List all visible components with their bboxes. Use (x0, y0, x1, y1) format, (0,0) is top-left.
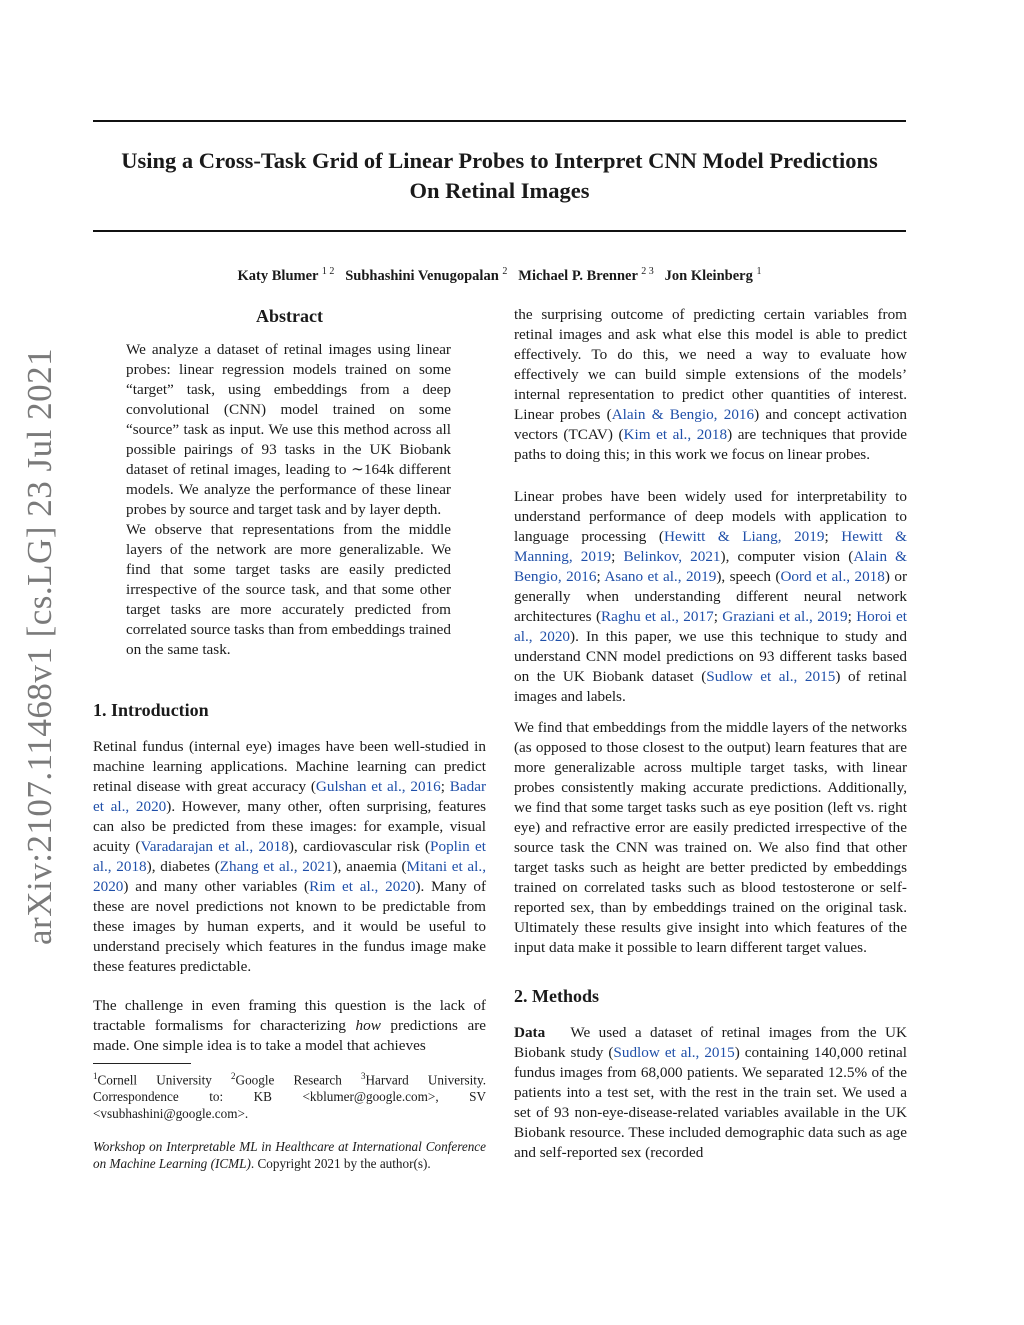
footnote-mark: 3 (361, 1071, 366, 1081)
citation-link[interactable]: Hewitt & Liang, 2019 (663, 528, 825, 545)
venue-footnote (93, 1138, 486, 1172)
body-text: ), computer vision ( (720, 548, 854, 565)
copyright-text: . Copyright 2021 by the author(s). (250, 1156, 431, 1172)
body-text: ; (713, 608, 723, 625)
paper-title (93, 146, 906, 206)
body-text: ), anaemia ( (332, 858, 407, 875)
emphasis-text: how (355, 1017, 381, 1034)
citation-link[interactable]: Poplin et al., 2018 (93, 838, 486, 875)
title-line-1: Using a Cross-Task Grid of Linear Probes to Interpret CNN Model Predictions (121, 148, 878, 173)
section-heading-introduction: 1. Introduction (93, 700, 209, 720)
body-text: ) are techniques that provide paths to doing this; in this work we focus on linear probes. (514, 426, 907, 463)
footnote-mark: 1 (93, 1071, 98, 1081)
author-affiliation: 2 3 (641, 266, 654, 277)
top-rule (93, 120, 906, 122)
intro-paragraph (93, 996, 486, 1056)
footnote-text: Harvard University. (365, 1072, 486, 1088)
author-name: Michael P. Brenner (518, 267, 638, 284)
abstract-body (93, 340, 486, 660)
intro-paragraph (514, 305, 907, 465)
body-text: ), speech ( (716, 568, 781, 585)
citation-link[interactable]: Oord et al., 2018 (780, 568, 885, 585)
citation-link[interactable]: Sudlow et al., 2015 (613, 1044, 735, 1061)
venue-text: Workshop on Interpretable ML in Healthcare at International Conference on Machine Learning (ICML) (93, 1139, 486, 1172)
citation-link[interactable]: Gulshan et al., 2016 (315, 778, 441, 795)
arxiv-stamp: arXiv:2107.11468v1 [cs.LG] 23 Jul 2021 (20, 347, 59, 945)
citation-link[interactable]: Alain & Bengio, 2016 (611, 406, 755, 423)
title-bottom-rule (93, 230, 906, 232)
body-text: ). However, many other, often surprising, features can also be predicted from these images: for example, visual acuity ( (93, 798, 487, 855)
methods-paragraph (514, 1023, 907, 1163)
citation-link[interactable]: Sudlow et al., 2015 (706, 668, 836, 685)
body-text: the surprising outcome of predicting certain variables from retinal images and ask what else this model is able to predict effectively. To do this, we need a way to evaluate how effectively we can build simple extensions of the models’ internal representation to predict other quantities of interest. Linear probes ( (514, 306, 907, 423)
citation-link[interactable]: Hewitt & Manning, 2019 (514, 528, 907, 565)
footnote-rule (93, 1063, 191, 1064)
correspondence-text: Correspondence to: KB <kblumer@google.com>, SV <vsubhashini@google.com>. (93, 1089, 486, 1122)
left-column (93, 305, 486, 1188)
body-text: ; (824, 528, 842, 545)
citation-link[interactable]: Asano et al., 2019 (604, 568, 717, 585)
body-text: ), diabetes ( (146, 858, 220, 875)
abstract-heading: Abstract (256, 306, 323, 326)
body-text: We used a dataset of retinal images from the UK Biobank study ( (514, 1024, 907, 1061)
author-name: Katy Blumer (237, 267, 319, 284)
footnote-text: Google Research (235, 1072, 362, 1088)
citation-link[interactable]: Varadarajan et al., 2018 (140, 838, 289, 855)
body-text: Linear probes have been widely used for interpretability to understand performance of deep models with application to language processing ( (514, 488, 907, 545)
body-text: The challenge in even framing this question is the lack of tractable formalisms for characterizing (93, 997, 486, 1034)
body-text: ) of retinal images and labels. (514, 668, 907, 705)
author-affiliation: 2 (502, 266, 508, 277)
citation-link[interactable]: Kim et al., 2018 (623, 426, 728, 443)
citation-link[interactable]: Horoi et al., 2020 (514, 608, 907, 645)
right-column (514, 305, 907, 1182)
body-text: ). Many of these are novel predictions not known to be predictable from these images by human experts, and it would be useful to understand precisely which features in the fundus image make these features predictable. (93, 878, 486, 975)
section-heading-methods: 2. Methods (514, 986, 599, 1006)
body-text: ; (611, 548, 624, 565)
body-text: predictions are made. One simple idea is to take a model that achieves (93, 1017, 486, 1054)
body-text: ) or generally when understanding different neural network architectures ( (514, 568, 908, 625)
run-in-heading: Data (514, 1024, 546, 1041)
body-text: ; (596, 568, 605, 585)
affiliation-footnote (93, 1068, 486, 1122)
abstract-paragraph: We analyze a dataset of retinal images using linear probes: linear regression models trained on some “target” task, using embeddings from a deep convolutional (CNN) model trained on some “source” task as input. We use this method across all possible pairings of 93 tasks in the UK Biobank dataset of retinal images, leading to ∼164k different models. We analyze the performance of these linear probes by source and target task and by layer depth. (126, 341, 451, 518)
body-text: ) and many other variables ( (123, 878, 310, 895)
body-text: ), cardiovascular risk ( (288, 838, 431, 855)
citation-link[interactable]: Alain & Bengio, 2016 (514, 548, 907, 585)
footnote-text: Cornell University (97, 1072, 232, 1088)
citation-link[interactable]: Graziani et al., 2019 (722, 608, 848, 625)
citation-link[interactable]: Badar et al., 2020 (93, 778, 486, 815)
body-text: ; (847, 608, 857, 625)
body-text: ) and concept activation vectors (TCAV) ( (514, 406, 907, 443)
intro-paragraph: We find that embeddings from the middle layers of the networks (as opposed to those closest to the output) learn features that are more generalizable across multiple target tasks, with linear probes consistently making accurate predictions. Additionally, we find that some target tasks such as eye position (left vs. right eye) and refractive error are easily predicted irrespective of the source task the CNN was trained on. We also find that other target tasks such as height are better predicted by embeddings trained on correlated tasks such as blood testosterone or self-reported sex, than by embeddings trained on the original task. Ultimately these results give insight into which features of the input data make it possible to learn different target values. (514, 719, 907, 956)
author-affiliation: 1 (756, 266, 762, 277)
citation-link[interactable]: Zhang et al., 2021 (219, 858, 333, 875)
author-name: Subhashini Venugopalan (345, 267, 499, 284)
footnote-mark: 2 (231, 1071, 236, 1081)
body-text: ) containing 140,000 retinal fundus images from 68,000 patients. We separated 12.5% of the patients into a test set, with the rest in the train set. We used a set of 93 non-eye-disease-related variables available in the UK Biobank resource. These included demographic data such as age and self-reported sex (recorded (514, 1044, 907, 1161)
author-affiliation: 1 2 (321, 266, 335, 277)
abstract-paragraph: We observe that representations from the middle layers of the network are more generalizable. We find that some target tasks are easily predicted irrespective of the source task, and that some other target tasks are more accurately predicted from correlated source tasks than from embeddings trained on the same task. (126, 521, 451, 658)
citation-link[interactable]: Rim et al., 2020 (309, 878, 416, 895)
author-list (93, 266, 906, 285)
intro-paragraph (93, 737, 486, 977)
author-name: Jon Kleinberg (664, 267, 753, 284)
body-text: ; (440, 778, 450, 795)
citation-link[interactable]: Belinkov, 2021 (623, 548, 721, 565)
citation-link[interactable]: Mitani et al., 2020 (93, 858, 486, 895)
title-line-2: On Retinal Images (409, 178, 590, 203)
body-text: ). In this paper, we use this technique to study and understand CNN model predictions on 93 different tasks based on the UK Biobank dataset ( (514, 628, 907, 685)
citation-link[interactable]: Raghu et al., 2017 (601, 608, 714, 625)
intro-paragraph (514, 487, 907, 707)
body-text: Retinal fundus (internal eye) images have been well-studied in machine learning applications. Machine learning can predict retinal disease with great accuracy ( (93, 738, 486, 795)
footnote (93, 1068, 486, 1172)
